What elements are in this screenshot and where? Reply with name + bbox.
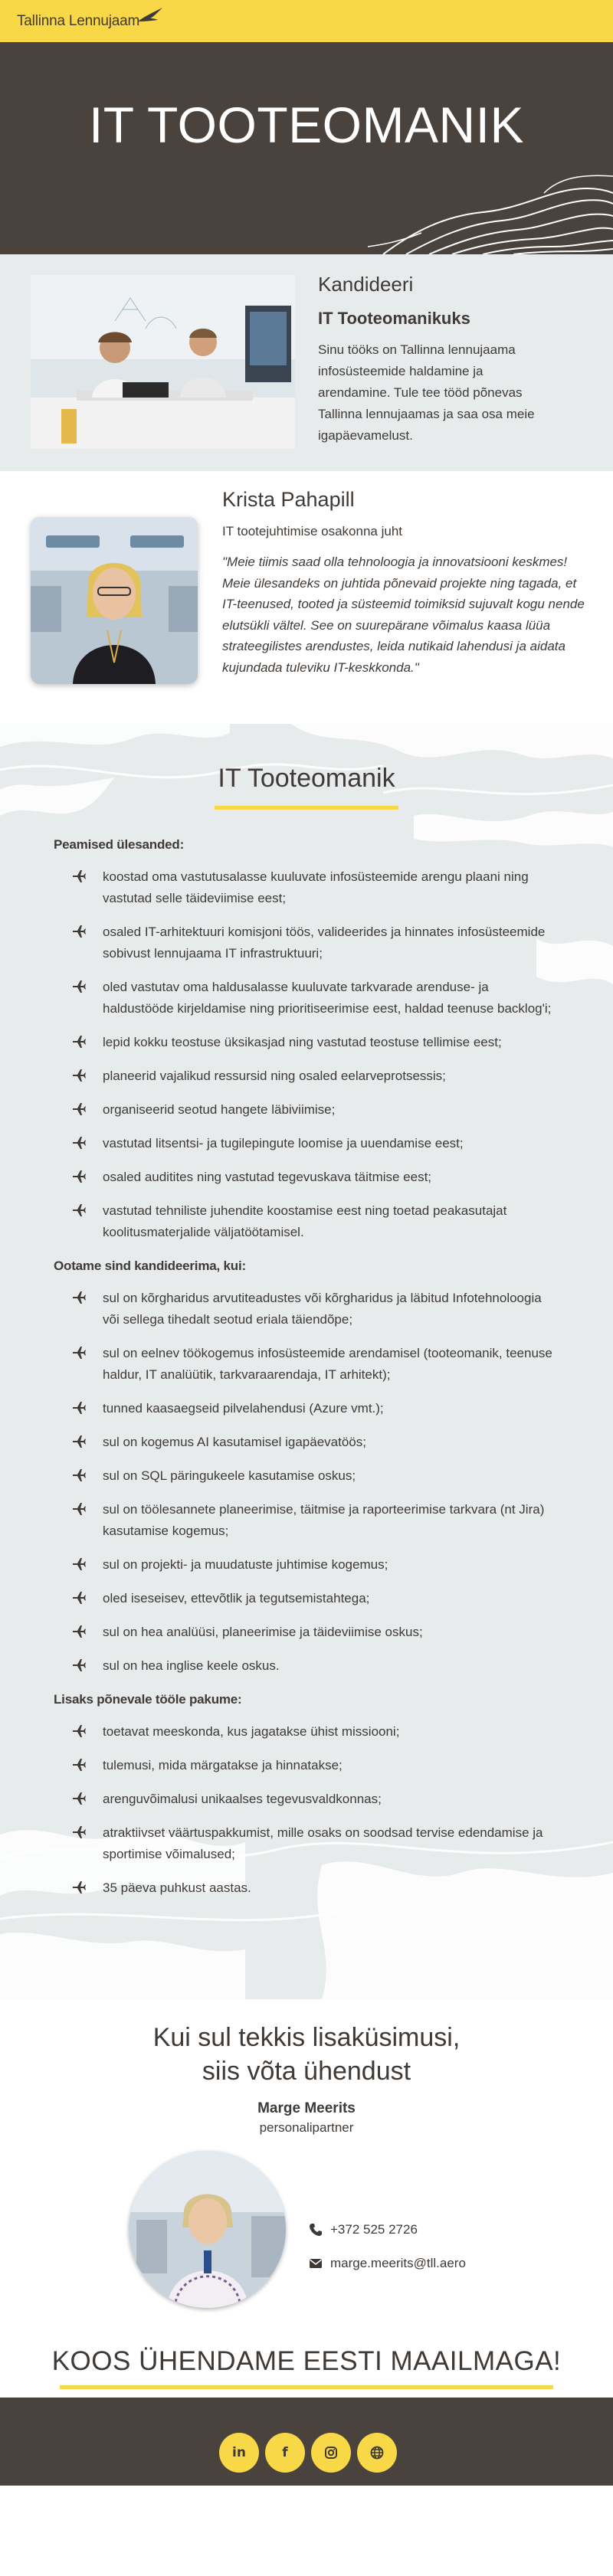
- list-item: [54, 1622, 559, 1643]
- list-item: [54, 1099, 559, 1121]
- airplane-icon: [72, 925, 86, 938]
- intro-kicker: Kandideeri: [318, 273, 414, 296]
- swallow-icon: [136, 6, 164, 26]
- quote-body: "Meie tiimis saad olla tehnoloogia ja innovatsiooni keskmes! Meie ülesandeks on juhtida põnevaid projekte ning tagada, et IT-teenused, tooted ja süsteemid toimiksid sujuvalt kogu nende elutsükli vältel. See on suurepärane võimalus kaasa lüüa strateegilistes arendustes, leida nutikaid lahendusi ja aidata kujundada tuleviku IT-keskkonda.": [222, 555, 585, 675]
- list-item: [54, 1065, 559, 1087]
- top-bar: [0, 0, 613, 42]
- intro-description: Sinu tööks on Tallinna lennujaama infosüsteemide haldamine ja arendamine. Tule tee tööd põnevas Tallinna lennujaamas ja saa osa meie igapäevamelust.: [318, 342, 535, 443]
- benefits-list: [54, 1721, 559, 1899]
- airplane-icon: [72, 1468, 86, 1482]
- list-item: [54, 866, 559, 909]
- list-item: [54, 1465, 559, 1487]
- list-item: [54, 1288, 559, 1331]
- list-item-text: sul on SQL päringukeele kasutamise oskus;: [103, 1468, 356, 1483]
- contact-role: personalipartner: [259, 2120, 354, 2135]
- footer: [0, 2398, 613, 2486]
- list-item-text: sul on eelnev töökogemus infosüsteemide arendamisel (tooteomanik, teenuse haldur, IT analüütik, tarkvaraarendaja, IT arhitekt);: [103, 1346, 552, 1382]
- contact-email[interactable]: [309, 2256, 466, 2271]
- list-item: [54, 1032, 559, 1053]
- list-item: [54, 1755, 559, 1776]
- intro-title: IT Tooteomanikuks: [318, 309, 470, 328]
- phone-icon: [309, 2223, 323, 2237]
- airplane-icon: [72, 1880, 86, 1894]
- email-address: marge.meerits@tll.aero: [330, 2256, 466, 2270]
- airplane-icon: [72, 1102, 86, 1116]
- airplane-icon: [72, 1170, 86, 1183]
- contact-title-line2: siis võta ühendust: [202, 2057, 411, 2086]
- list-item: [54, 1200, 559, 1243]
- job-details-section: [0, 724, 613, 1999]
- team-photo: [31, 275, 295, 449]
- list-item: [54, 977, 559, 1020]
- contact-title-line1: Kui sul tekkis lisaküsimusi,: [152, 2023, 461, 2052]
- globe-glyph: [370, 2446, 384, 2460]
- airplane-icon: [72, 869, 86, 883]
- list-item: [54, 1499, 559, 1542]
- list-item-text: atraktiivset väärtuspakkumist, mille osaks on soodsad tervise edendamise ja sportimise võimalused;: [103, 1825, 543, 1861]
- requirements-heading: Ootame sind kandideerima, kui:: [54, 1259, 246, 1273]
- list-item: [54, 1877, 559, 1899]
- facebook-glyph: f: [282, 2445, 288, 2460]
- list-item-text: koostad oma vastutusalasse kuuluvate infosüsteemide arengu plaani ning vastutad selle täideviimise eest;: [103, 869, 529, 905]
- airplane-icon: [72, 1291, 86, 1304]
- airplane-icon: [72, 1401, 86, 1415]
- airplane-icon: [72, 980, 86, 993]
- list-item-text: sul on töölesannete planeerimise, täitmise ja raporteerimise tarkvara (nt Jira) kasutamise kogemus;: [103, 1502, 545, 1538]
- quote-text-block: [222, 488, 590, 678]
- list-item-text: sul on hea inglise keele oskus.: [103, 1658, 280, 1673]
- list-item: [54, 1167, 559, 1188]
- list-item-text: sul on kõrgharidus arvutiteadustes või kõrgharidus ja läbitud Infotehnoloogia või sellega tihedalt seotud eriala täiendõpe;: [103, 1291, 542, 1327]
- airplane-icon: [72, 1658, 86, 1672]
- tasks-list: [54, 866, 559, 1243]
- airplane-icon: [72, 1825, 86, 1839]
- airplane-icon: [72, 1591, 86, 1605]
- list-item-text: tulemusi, mida märgatakse ja hinnatakse;: [103, 1758, 343, 1772]
- airplane-icon: [72, 1557, 86, 1571]
- logo[interactable]: [17, 6, 164, 37]
- list-item: [54, 1133, 559, 1154]
- instagram-glyph: [324, 2446, 338, 2460]
- manager-photo: [31, 517, 198, 684]
- airplane-icon: [72, 1035, 86, 1049]
- list-item-text: osaled auditites ning vastutad tegevuskava täitmise eest;: [103, 1170, 432, 1184]
- list-item: [54, 1655, 559, 1677]
- list-item-text: arenguvõimalusi unikaalses tegevusvaldkonnas;: [103, 1792, 382, 1806]
- list-item-text: osaled IT-arhitektuuri komisjoni töös, valideerides ja hinnates infosüsteemide sobivust lennujaama IT infrastruktuuri;: [103, 925, 546, 961]
- slogan-underline: [60, 2385, 553, 2389]
- page-title: IT TOOTEOMANIK: [88, 97, 525, 153]
- manager-name: Krista Pahapill: [222, 488, 355, 511]
- list-item: [54, 1432, 559, 1453]
- envelope-icon: [309, 2257, 323, 2270]
- title-underline: [215, 806, 398, 810]
- linkedin-glyph: in: [232, 2445, 246, 2460]
- airplane-icon: [72, 1346, 86, 1360]
- section-title: IT Tooteomanik: [218, 764, 395, 793]
- intro-text: [318, 273, 548, 447]
- list-item: [54, 1343, 559, 1386]
- contact-name: Marge Meerits: [257, 2100, 356, 2116]
- linkedin-icon[interactable]: [219, 2433, 259, 2473]
- list-item: [54, 1822, 559, 1865]
- list-item: [54, 1398, 559, 1419]
- phone-number: +372 525 2726: [330, 2222, 418, 2237]
- list-item-text: toetavat meeskonda, kus jagatakse ühist missiooni;: [103, 1724, 400, 1739]
- airplane-icon: [72, 1435, 86, 1448]
- airplane-icon: [72, 1203, 86, 1217]
- list-item: [54, 1588, 559, 1609]
- list-item-text: vastutad litsentsi- ja tugilepingute loomise ja uuendamise eest;: [103, 1136, 464, 1151]
- decorative-waves: [368, 170, 613, 254]
- list-item-text: tunned kaasaegseid pilvelahendusi (Azure vmt.);: [103, 1401, 384, 1416]
- list-item: [54, 921, 559, 964]
- slogan: KOOS ÜHENDAME EESTI MAAILMAGA!: [51, 2346, 562, 2376]
- contact-photo: [129, 2151, 286, 2308]
- airplane-icon: [72, 1136, 86, 1150]
- contact-title: [0, 1999, 613, 2088]
- list-item-text: lepid kokku teostuse üksikasjad ning vastutad teostuse tellimise eest;: [103, 1035, 502, 1049]
- list-item-text: 35 päeva puhkust aastas.: [103, 1880, 251, 1895]
- manager-role: IT tootejuhtimise osakonna juht: [222, 524, 402, 538]
- airplane-icon: [72, 1724, 86, 1738]
- tasks-heading: Peamised ülesanded:: [54, 837, 185, 852]
- airplane-icon: [72, 1758, 86, 1772]
- list-item-text: oled iseseisev, ettevõtlik ja tegutsemistahtega;: [103, 1591, 370, 1605]
- globe-icon[interactable]: [357, 2433, 397, 2473]
- benefits-heading: Lisaks põnevale tööle pakume:: [54, 1692, 242, 1707]
- manager-quote-section: [0, 471, 613, 724]
- social-links: [219, 2433, 397, 2473]
- list-item: [54, 1554, 559, 1576]
- apply-intro-section: [0, 254, 613, 471]
- contact-section: [0, 1999, 613, 2398]
- instagram-icon[interactable]: [311, 2433, 351, 2473]
- facebook-icon[interactable]: [265, 2433, 305, 2473]
- list-item-text: oled vastutav oma haldusalasse kuuluvate tarkvarade arenduse- ja haldustööde kirjeldamise ning prioritiseerimise eest, haldad teenuse backlog'i;: [103, 980, 552, 1016]
- airplane-icon: [72, 1069, 86, 1082]
- list-item: [54, 1789, 559, 1810]
- list-item: [54, 1721, 559, 1743]
- airplane-icon: [72, 1502, 86, 1516]
- airplane-icon: [72, 1792, 86, 1805]
- list-item-text: sul on kogemus AI kasutamisel igapäevatöös;: [103, 1435, 366, 1449]
- list-item-text: planeerid vajalikud ressursid ning osaled eelarveprotsessis;: [103, 1069, 446, 1083]
- logo-text: Tallinna Lennujaam: [17, 13, 140, 29]
- list-item-text: organiseerid seotud hangete läbiviimise;: [103, 1102, 336, 1117]
- list-item-text: vastutad tehniliste juhendite koostamise eest ning toetad peakasutajat koolitusmaterjalide väljatöötamisel.: [103, 1203, 507, 1239]
- list-item-text: sul on hea analüüsi, planeerimise ja täideviimise oskus;: [103, 1625, 423, 1639]
- list-item-text: sul on projekti- ja muudatuste juhtimise kogemus;: [103, 1557, 388, 1572]
- hero-banner: [0, 42, 613, 254]
- contact-phone[interactable]: [309, 2222, 418, 2237]
- requirements-list: [54, 1288, 559, 1677]
- airplane-icon: [72, 1625, 86, 1638]
